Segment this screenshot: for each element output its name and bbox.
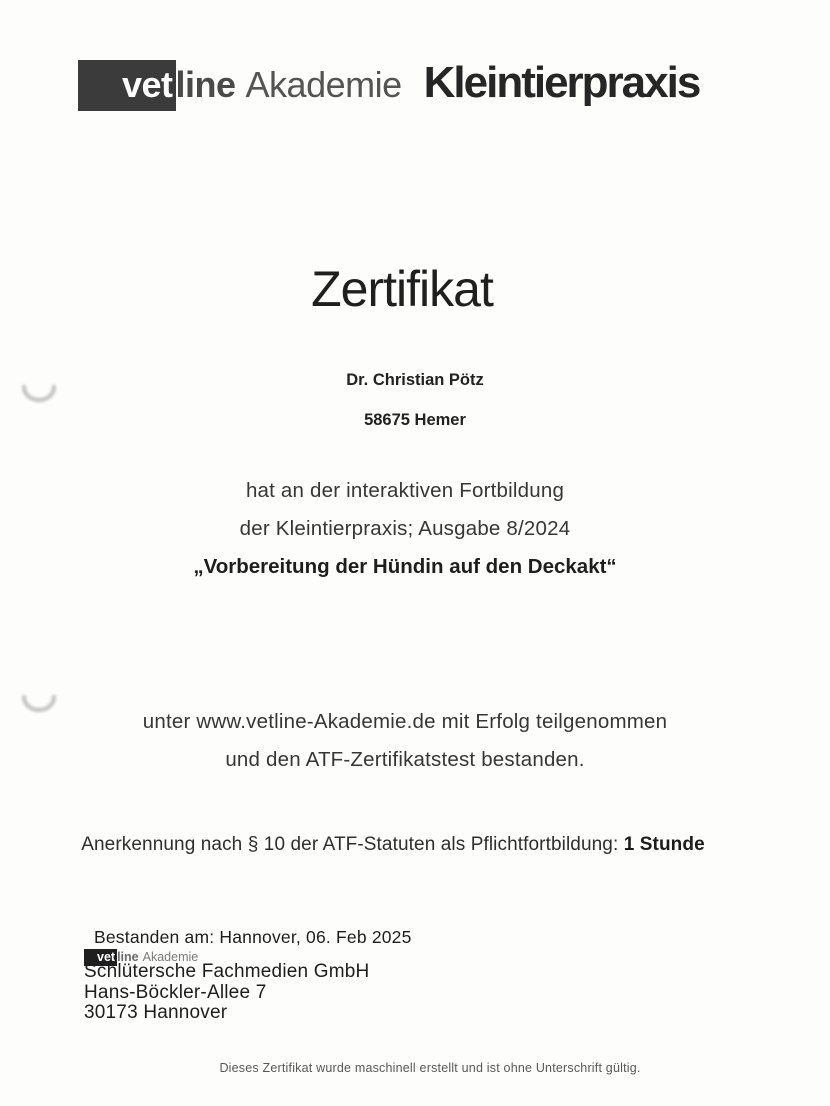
body-line-2: der Kleintierpraxis; Ausgabe 8/2024 — [239, 517, 571, 540]
issuer-logo-vet-text: vet — [97, 950, 116, 964]
header-logo — [78, 58, 699, 111]
issuer-street: Hans-Böckler-Allee 7 — [84, 981, 267, 1003]
body-paragraph-1 — [0, 472, 810, 586]
footer-validity-note: Dieses Zertifikat wurde maschinell erstellt und ist ohne Unterschrift gültig. — [219, 1061, 641, 1075]
recognition-hours: 1 Stunde — [623, 834, 705, 855]
body-paragraph-2 — [0, 703, 810, 779]
issuer-city: 30173 Hannover — [84, 1002, 228, 1023]
recipient-city: 58675 Hemer — [364, 411, 466, 429]
certificate-title: Zertifikat — [311, 261, 493, 317]
body-line-3: unter www.vetline-Akademie.de mit Erfolg teilgenommen — [142, 710, 668, 733]
passed-date-line: Bestanden am: Hannover, 06. Feb 2025 — [94, 927, 412, 947]
logo-line-text: line — [175, 64, 236, 105]
logo-vet-text: vet — [122, 64, 173, 105]
issuer-company: Schlütersche Fachmedien GmbH — [84, 961, 370, 982]
course-title: „Vorbereitung der Hündin auf den Deckakt“ — [193, 555, 617, 578]
vetline-logo-box — [78, 60, 176, 111]
issuer-address — [84, 962, 369, 1024]
brand-name: Kleintierpraxis — [423, 58, 700, 107]
issuer-logo-line-text: line — [117, 950, 139, 964]
recognition-text: Anerkennung nach § 10 der ATF-Statuten als Pflichtfortbildung: — [81, 834, 624, 855]
recipient-name: Dr. Christian Pötz — [346, 371, 484, 389]
body-line-1: hat an der interaktiven Fortbildung — [245, 479, 565, 502]
issuer-logo-akademie-text: Akademie — [142, 950, 199, 964]
recognition-line — [0, 834, 786, 856]
body-line-4: und den ATF-Zertifikatstest bestanden. — [225, 748, 585, 771]
logo-akademie-text: Akademie — [245, 64, 402, 105]
